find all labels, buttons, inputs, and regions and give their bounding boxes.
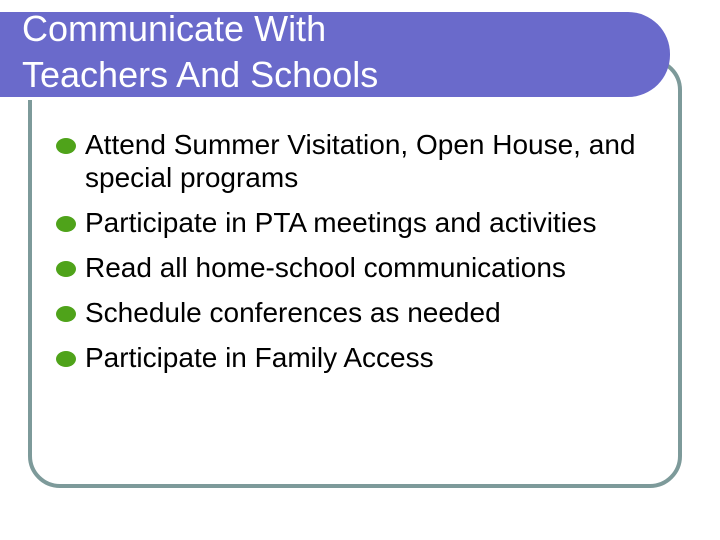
slide-title-line-2: Teachers And Schools: [22, 54, 379, 95]
round-bullet-icon: [56, 306, 76, 322]
bullet-item: [56, 206, 676, 239]
round-bullet-icon: [56, 138, 76, 154]
bullet-list: [56, 128, 676, 386]
round-bullet-icon: [56, 216, 76, 232]
slide-title: [22, 6, 378, 98]
round-bullet-icon: [56, 351, 76, 367]
bullet-text: Schedule conferences as needed: [85, 297, 501, 328]
bullet-item: [56, 128, 676, 194]
bullet-item: [56, 296, 676, 329]
bullet-item: [56, 251, 676, 284]
slide-title-line-1: Communicate With: [22, 8, 327, 49]
bullet-item: [56, 341, 676, 374]
bullet-text: Participate in Family Access: [85, 342, 434, 373]
round-bullet-icon: [56, 261, 76, 277]
bullet-text: Read all home-school communications: [85, 252, 566, 283]
bullet-text: Participate in PTA meetings and activities: [85, 207, 597, 238]
bullet-text: Attend Summer Visitation, Open House, and special programs: [85, 129, 636, 193]
